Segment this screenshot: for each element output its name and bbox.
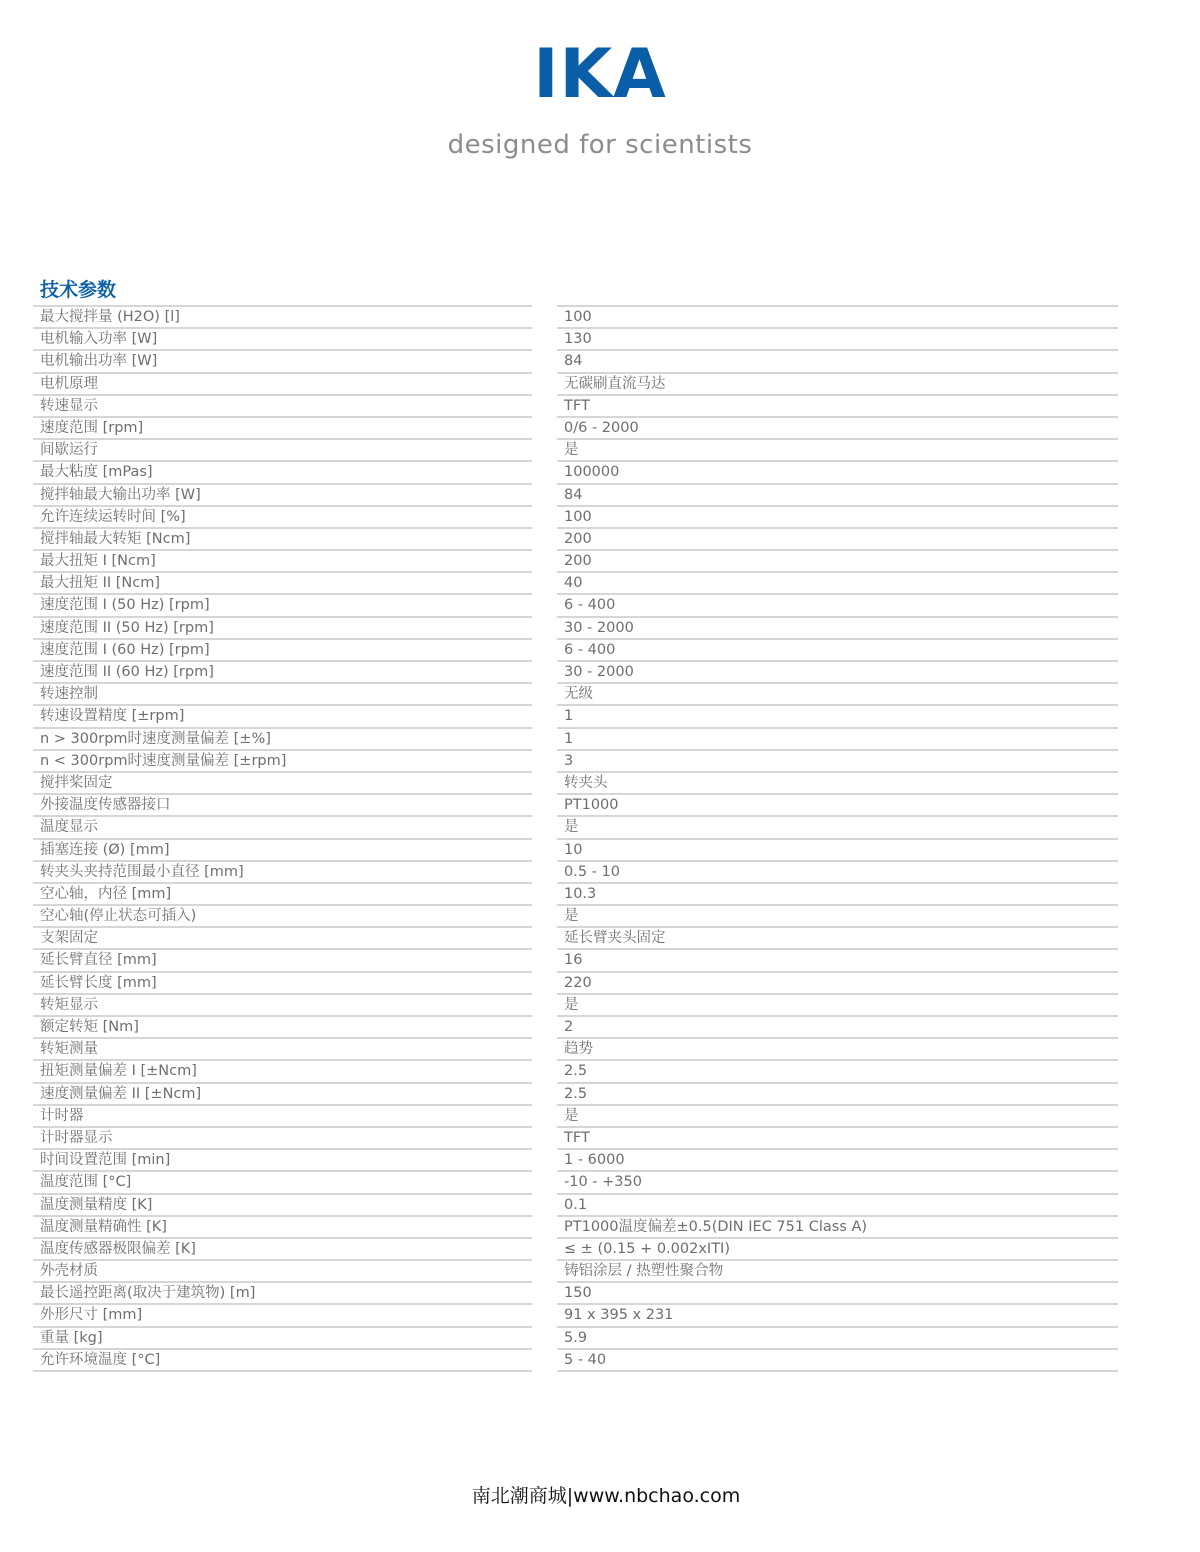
- spec-value: 2.5: [557, 1061, 1118, 1083]
- spec-label: 速度范围 [rpm]: [33, 418, 532, 440]
- spec-label: 温度范围 [°C]: [33, 1172, 532, 1194]
- spec-value: 5.9: [557, 1328, 1118, 1350]
- spec-value: 10.3: [557, 884, 1118, 906]
- spec-label: 允许环境温度 [°C]: [33, 1350, 532, 1372]
- spec-label: n < 300rpm时速度测量偏差 [±rpm]: [33, 751, 532, 773]
- spec-label: 电机输出功率 [W]: [33, 351, 532, 373]
- spec-value: TFT: [557, 1128, 1118, 1150]
- spec-value: 铸铝涂层 / 热塑性聚合物: [557, 1261, 1118, 1283]
- spec-label: 时间设置范围 [min]: [33, 1150, 532, 1172]
- spec-value: -10 - +350: [557, 1172, 1118, 1194]
- spec-label: 最大扭矩 I [Ncm]: [33, 551, 532, 573]
- spec-label: 搅拌桨固定: [33, 773, 532, 795]
- spec-value: 100: [557, 307, 1118, 329]
- spec-label: 计时器: [33, 1106, 532, 1128]
- spec-label: 空心轴，内径 [mm]: [33, 884, 532, 906]
- spec-label: 外形尺寸 [mm]: [33, 1305, 532, 1327]
- spec-label: 计时器显示: [33, 1128, 532, 1150]
- spec-value: 2.5: [557, 1084, 1118, 1106]
- spec-value: 0/6 - 2000: [557, 418, 1118, 440]
- spec-label: 允许连续运转时间 [%]: [33, 507, 532, 529]
- spec-value: 是: [557, 440, 1118, 462]
- spec-value: 91 x 395 x 231: [557, 1305, 1118, 1327]
- spec-label: 最大搅拌量 (H2O) [l]: [33, 307, 532, 329]
- spec-label: n > 300rpm时速度测量偏差 [±%]: [33, 729, 532, 751]
- spec-value: 是: [557, 906, 1118, 928]
- spec-label: 支架固定: [33, 928, 532, 950]
- spec-value: PT1000温度偏差±0.5(DIN IEC 751 Class A): [557, 1217, 1118, 1239]
- spec-label: 转速设置精度 [±rpm]: [33, 706, 532, 728]
- spec-label: 扭矩测量偏差 I [±Ncm]: [33, 1061, 532, 1083]
- spec-value: 84: [557, 485, 1118, 507]
- spec-label: 温度测量精度 [K]: [33, 1195, 532, 1217]
- spec-label: 转速控制: [33, 684, 532, 706]
- spec-value: 200: [557, 529, 1118, 551]
- spec-label: 搅拌轴最大转矩 [Ncm]: [33, 529, 532, 551]
- spec-value: 30 - 2000: [557, 662, 1118, 684]
- spec-value: 5 - 40: [557, 1350, 1118, 1372]
- spec-value: 84: [557, 351, 1118, 373]
- spec-label: 温度测量精确性 [K]: [33, 1217, 532, 1239]
- spec-label: 间歇运行: [33, 440, 532, 462]
- spec-value: 6 - 400: [557, 595, 1118, 617]
- spec-label: 转矩显示: [33, 995, 532, 1017]
- spec-value: 40: [557, 573, 1118, 595]
- spec-value: ≤ ± (0.15 + 0.002xITI): [557, 1239, 1118, 1261]
- spec-value: 延长臂夹头固定: [557, 928, 1118, 950]
- spec-value: 无碳刷直流马达: [557, 374, 1118, 396]
- spec-label: 空心轴(停止状态可插入): [33, 906, 532, 928]
- brand-tagline: designed for scientists: [447, 130, 753, 160]
- spec-value: 是: [557, 1106, 1118, 1128]
- spec-value: 是: [557, 817, 1118, 839]
- spec-label: 电机原理: [33, 374, 532, 396]
- spec-label: 电机输入功率 [W]: [33, 329, 532, 351]
- spec-value: 30 - 2000: [557, 618, 1118, 640]
- spec-value: 100000: [557, 462, 1118, 484]
- spec-value: 1: [557, 729, 1118, 751]
- spec-label: 延长臂长度 [mm]: [33, 973, 532, 995]
- spec-label: 速度测量偏差 II [±Ncm]: [33, 1084, 532, 1106]
- spec-label: 插塞连接 (Ø) [mm]: [33, 840, 532, 862]
- spec-label: 温度传感器极限偏差 [K]: [33, 1239, 532, 1261]
- spec-label: 外接温度传感器接口: [33, 795, 532, 817]
- spec-label: 转夹头夹持范围最小直径 [mm]: [33, 862, 532, 884]
- spec-value: 0.5 - 10: [557, 862, 1118, 884]
- spec-value: TFT: [557, 396, 1118, 418]
- spec-label: 速度范围 I (50 Hz) [rpm]: [33, 595, 532, 617]
- spec-value: 趋势: [557, 1039, 1118, 1061]
- spec-value: 3: [557, 751, 1118, 773]
- spec-value: 150: [557, 1283, 1118, 1305]
- spec-value: 0.1: [557, 1195, 1118, 1217]
- spec-label: 外壳材质: [33, 1261, 532, 1283]
- spec-label: 速度范围 II (50 Hz) [rpm]: [33, 618, 532, 640]
- spec-label: 额定转矩 [Nm]: [33, 1017, 532, 1039]
- spec-labels-column: [33, 305, 532, 1372]
- spec-values-column: [557, 305, 1118, 1372]
- spec-value: 130: [557, 329, 1118, 351]
- spec-label: 最大粘度 [mPas]: [33, 462, 532, 484]
- spec-label: 转矩测量: [33, 1039, 532, 1061]
- spec-value: 6 - 400: [557, 640, 1118, 662]
- spec-value: 1 - 6000: [557, 1150, 1118, 1172]
- spec-label: 速度范围 II (60 Hz) [rpm]: [33, 662, 532, 684]
- spec-value: 无级: [557, 684, 1118, 706]
- spec-value: 220: [557, 973, 1118, 995]
- spec-label: 延长臂直径 [mm]: [33, 950, 532, 972]
- spec-value: 100: [557, 507, 1118, 529]
- spec-label: 转速显示: [33, 396, 532, 418]
- section-title: 技术参数: [40, 279, 117, 301]
- spec-value: 转夹头: [557, 773, 1118, 795]
- ika-logo: IKA: [533, 35, 667, 114]
- spec-label: 速度范围 I (60 Hz) [rpm]: [33, 640, 532, 662]
- spec-value: 10: [557, 840, 1118, 862]
- spec-label: 最长遥控距离(取决于建筑物) [m]: [33, 1283, 532, 1305]
- spec-value: 200: [557, 551, 1118, 573]
- spec-label: 最大扭矩 II [Ncm]: [33, 573, 532, 595]
- spec-value: 是: [557, 995, 1118, 1017]
- spec-label: 温度显示: [33, 817, 532, 839]
- spec-label: 重量 [kg]: [33, 1328, 532, 1350]
- spec-value: PT1000: [557, 795, 1118, 817]
- spec-label: 搅拌轴最大输出功率 [W]: [33, 485, 532, 507]
- spec-value: 1: [557, 706, 1118, 728]
- spec-value: 16: [557, 950, 1118, 972]
- spec-value: 2: [557, 1017, 1118, 1039]
- footer-watermark: 南北潮商城|www.nbchao.com: [471, 1485, 741, 1507]
